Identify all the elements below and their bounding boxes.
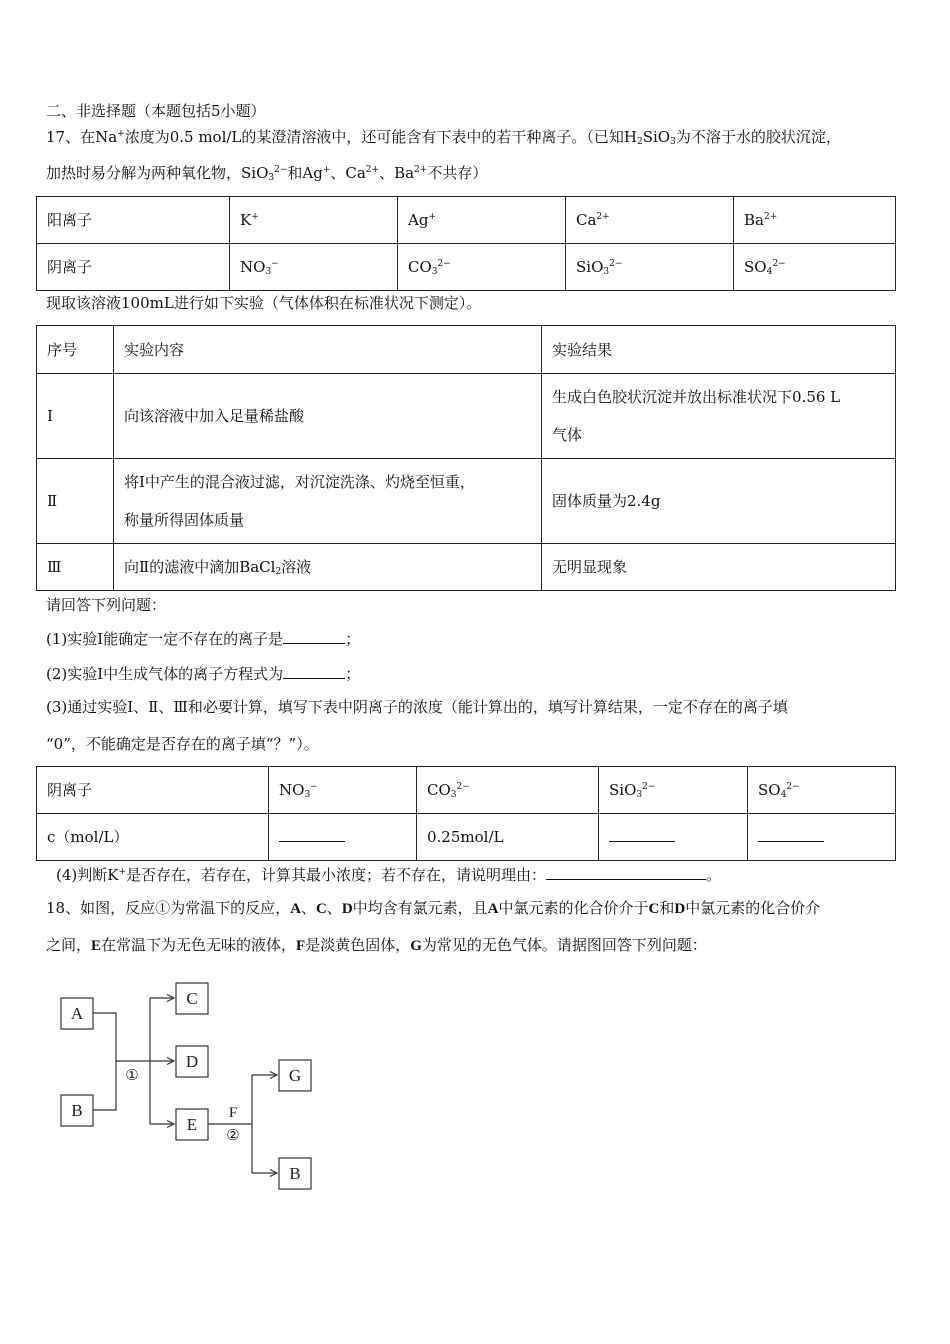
q18-text-run: 和 — [659, 899, 675, 917]
exp-header-content: 实验内容 — [114, 326, 542, 374]
cation-ca: $Ca^{2+}$ — [566, 197, 734, 244]
q17-sub2: (2)实验Ⅰ中生成气体的离子方程式为 ； — [46, 662, 360, 685]
q18-text-run: 、 — [300, 899, 316, 917]
label-reaction-1: ① — [125, 1068, 139, 1084]
q17-intro: 现取该溶液100mL进行如下实验（气体体积在标准状况下测定）。 — [46, 294, 482, 312]
exp-row-2-content: 将Ⅰ中产生的混合液过滤，对沉淀洗涤、灼烧至恒重， 称量所得固体质量 — [114, 459, 542, 544]
q18-text-run: 中氯元素的化合价介于 — [498, 899, 649, 917]
q18-text-run: 是淡黄色固体， — [305, 936, 411, 954]
answer-blank-2[interactable] — [283, 662, 345, 679]
conc-label-anion: 阴离子 — [37, 767, 269, 814]
conc-label-c: c（mol/L） — [37, 814, 269, 861]
q18-text-run: A — [290, 901, 301, 917]
cation-label: 阳离子 — [37, 197, 230, 244]
q18-text-run: D — [674, 901, 686, 917]
exp-row-1-content: 向该溶液中加入足量稀盐酸 — [114, 374, 542, 459]
q18-stem-line-2 — [46, 934, 707, 957]
q18-text-run: 中氯元素的化合价介 — [685, 899, 821, 917]
exp-header-result: 实验结果 — [542, 326, 896, 374]
conc-header-no3: $NO_3^-$ — [269, 767, 417, 814]
answer-blank-4[interactable] — [546, 863, 706, 880]
exp-row-2-no: Ⅱ — [37, 459, 114, 544]
answer-blank-so4[interactable] — [758, 825, 824, 842]
reaction-diagram — [40, 978, 360, 1208]
conc-co3-value: 0.25mol/L — [417, 814, 599, 861]
q18-text-run: 、 — [326, 899, 342, 917]
label-f: F — [228, 1105, 238, 1121]
anion-no3: $NO_3^-$ — [230, 244, 398, 291]
cation-k: K+ — [230, 197, 398, 244]
cation-ag: Ag+ — [398, 197, 566, 244]
q18-text-run: C — [648, 901, 660, 917]
label-b2: B — [289, 1164, 301, 1183]
label-b: B — [71, 1101, 83, 1120]
q17-stem-line-1: 17、在Na+浓度为0.5 mol/L的某澄清溶液中，还可能含有下表中的若干种离子。（已知$H_2SiO_3$为不溶于水的胶状沉淀， — [46, 128, 841, 147]
q17-stem-line-2: 加热时易分解为两种氧化物，SiO$_3^{2-}$和Ag+、$Ca^{2+}$、$Ba^{2+}$不共存） — [46, 164, 488, 183]
exp-row-3-result: 无明显现象 — [542, 544, 896, 591]
anion-label: 阴离子 — [37, 244, 230, 291]
conc-header-sio3: SiO$_3^{2-}$ — [599, 767, 748, 814]
label-reaction-2: ② — [226, 1128, 240, 1144]
q18-text-run: F — [296, 938, 306, 954]
label-c: C — [186, 989, 198, 1008]
exp-row-1-no: Ⅰ — [37, 374, 114, 459]
cation-ba: $Ba^{2+}$ — [734, 197, 896, 244]
conc-header-co3: $CO_3^{2-}$ — [417, 767, 599, 814]
q18-text-run: 在常温下为无色无味的液体， — [101, 936, 297, 954]
q18-text-run: 18、如图，反应①为常温下的反应， — [46, 899, 291, 917]
experiment-table — [36, 325, 896, 591]
conc-no3-blank-cell — [269, 814, 417, 861]
q17-ask: 请回答下列问题： — [46, 596, 167, 614]
label-e: E — [186, 1115, 198, 1134]
q18-text-run: G — [410, 938, 422, 954]
exp-row-1-result: 生成白色胶状沉淀并放出标准状况下0.56 L 气体 — [542, 374, 896, 459]
answer-blank-1[interactable] — [283, 627, 345, 644]
anion-sio3: SiO$_3^{2-}$ — [566, 244, 734, 291]
exp-header-no: 序号 — [37, 326, 114, 374]
anion-co3: $CO_3^{2-}$ — [398, 244, 566, 291]
q17-sub3-line-2: “0”，不能确定是否存在的离子填“？”）。 — [46, 735, 319, 753]
exp-row-2-result: 固体质量为2.4g — [542, 459, 896, 544]
q18-text-run: D — [341, 901, 353, 917]
q18-text-run: E — [91, 938, 102, 954]
conc-header-so4: $SO_4^{2-}$ — [748, 767, 896, 814]
q18-text-run: A — [487, 901, 499, 917]
anion-so4: $SO_4^{2-}$ — [734, 244, 896, 291]
arrows — [150, 995, 277, 1177]
q17-sub4: (4)判断K+是否存在，若存在，计算其最小浓度；若不存在，请说明理由： 。 — [56, 863, 721, 886]
answer-blank-no3[interactable] — [279, 825, 345, 842]
label-a: A — [70, 1004, 84, 1023]
answer-blank-sio3[interactable] — [609, 825, 675, 842]
conc-so4-blank-cell — [748, 814, 896, 861]
exp-row-3-content: 向Ⅱ的滤液中滴加BaCl$_2$溶液 — [114, 544, 542, 591]
ion-table — [36, 196, 896, 291]
q17-sub1: (1)实验Ⅰ能确定一定不存在的离子是 ； — [46, 627, 360, 650]
q18-text-run: 中均含有氯元素，且 — [352, 899, 488, 917]
exp-row-3-no: Ⅲ — [37, 544, 114, 591]
conc-sio3-blank-cell — [599, 814, 748, 861]
q18-text-run: 之间， — [46, 936, 92, 954]
q18-text-run: 为常见的无色气体。请据图回答下列问题： — [421, 936, 707, 954]
section-title: 二、非选择题（本题包括5小题） — [46, 102, 266, 120]
q18-text-run: C — [315, 901, 327, 917]
connector-a — [93, 1013, 116, 1110]
label-d: D — [185, 1052, 199, 1071]
q18-stem-line-1 — [46, 897, 820, 920]
concentration-table — [36, 766, 896, 861]
q17-sub3-line-1: (3)通过实验Ⅰ、Ⅱ、Ⅲ和必要计算，填写下表中阴离子的浓度（能计算出的，填写计算结果，一定不存在的离子填 — [46, 698, 788, 716]
label-g: G — [288, 1066, 302, 1085]
